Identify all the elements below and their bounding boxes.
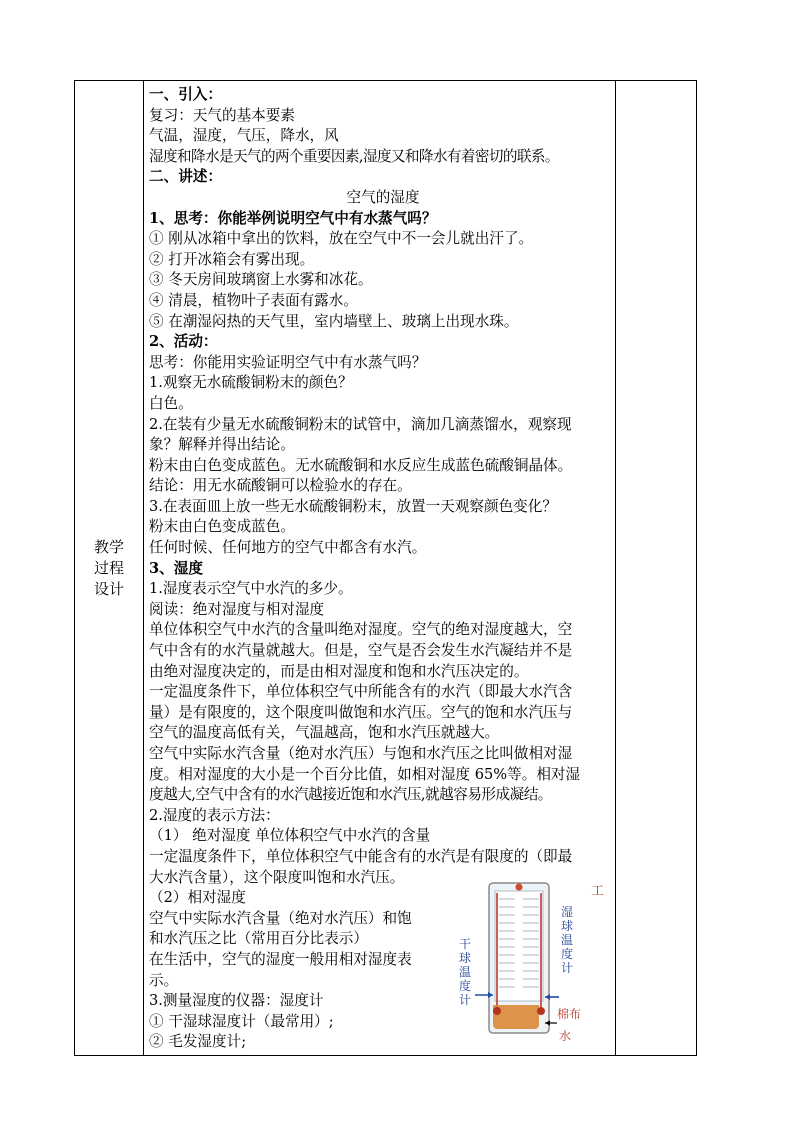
text-line: 量）是有限度的，这个限度叫做饱和水汽压。空气的饱和水汽压与 xyxy=(149,703,573,721)
text-line: 1.观察无水硫酸铜粉末的颜色？ xyxy=(149,374,353,392)
text-line: （2）相对湿度 xyxy=(149,889,246,907)
topic-title: 空气的湿度 xyxy=(346,188,420,206)
column-divider xyxy=(143,81,144,1055)
list-item: ④ 清晨，植物叶子表面有露水。 xyxy=(149,291,358,309)
text-line: 粉末由白色变成蓝色。 xyxy=(149,518,295,536)
text-line: 空气中实际水汽含量（绝对水汽压）与饱和水汽压之比叫做相对湿 xyxy=(149,745,573,762)
text-line: 大水汽含量），这个限度叫饱和水汽压。 xyxy=(149,868,405,886)
text-line: 3.在表面皿上放一些无水硫酸铜粉末，放置一天观察颜色变化？ xyxy=(149,497,557,515)
text-line: 和水汽压之比（常用百分比表示） xyxy=(149,930,368,948)
subsection-heading: 3、湿度 xyxy=(149,559,203,577)
section-heading: 二、讲述： xyxy=(149,168,222,186)
section-heading: 一、引入： xyxy=(149,86,222,103)
text-line: 一定温度条件下，单位体积空气中能含有的水汽是有限度的（即最 xyxy=(149,847,573,865)
text-line: 2.湿度的表示方法： xyxy=(149,806,280,824)
hygrometer-figure xyxy=(455,877,605,1047)
text-line: 空气中实际水汽含量（绝对水汽压）和饱 xyxy=(149,909,412,927)
lesson-table xyxy=(74,80,697,1056)
list-item: ③ 冬天房间玻璃窗上水雾和冰花。 xyxy=(149,271,373,289)
list-item: ① 干湿球湿度计（最常用）; xyxy=(149,1012,334,1030)
text-line: 3.测量湿度的仪器：湿度计 xyxy=(149,992,324,1010)
text-line: 结论：用无水硫酸铜可以检验水的存在。 xyxy=(149,477,412,495)
text-line: 1.湿度表示空气中水汽的多少。 xyxy=(149,580,353,598)
cotton-cloth-label: 棉布 xyxy=(557,1007,582,1021)
list-item: ② 打开冰箱会有雾出现。 xyxy=(149,250,315,268)
text-line: 在生活中，空气的湿度一般用相对湿度表 xyxy=(149,950,412,968)
dry-bulb-label: 干球温度计 xyxy=(459,937,472,1007)
text-line: 复习：天气的基本要素 xyxy=(149,106,295,124)
text-line: 单位体积空气中水汽的含量叫绝对湿度。空气的绝对湿度越大，空 xyxy=(149,621,573,639)
text-line: 湿度和降水是天气的两个重要因素,湿度又和降水有着密切的联系。 xyxy=(149,147,559,165)
corner-mark: 工 xyxy=(591,884,605,899)
list-item: ⑤ 在潮湿闷热的天气里，室内墙壁上、玻璃上出现水珠。 xyxy=(149,312,519,330)
text-line: （1） 绝对湿度 单位体积空气中水汽的含量 xyxy=(149,827,431,845)
list-item: ② 毛发湿度计; xyxy=(149,1033,247,1051)
text-line: 象？解释并得出结论。 xyxy=(149,436,295,454)
text-line: 气温，湿度，气压，降水，风 xyxy=(149,127,339,145)
wet-bulb-label: 湿球温度计 xyxy=(561,905,574,975)
text-line: 白色。 xyxy=(149,394,193,412)
text-line: 度越大,空气中含有的水汽越接近饱和水汽压,就越容易形成凝结。 xyxy=(149,786,552,804)
text-line: 任何时候、任何地方的空气中都含有水汽。 xyxy=(149,539,427,557)
text-line: 一定温度条件下，单位体积空气中所能含有的水汽（即最大水汽含 xyxy=(149,683,573,701)
text-line: 粉末由白色变成蓝色。无水硫酸铜和水反应生成蓝色硫酸铜晶体。 xyxy=(149,456,573,474)
text-line: 思考：你能用实验证明空气中有水蒸气吗？ xyxy=(149,353,427,371)
list-item: ① 刚从冰箱中拿出的饮料，放在空气中不一会儿就出汗了。 xyxy=(149,230,534,248)
text-line: 2.在装有少量无水硫酸铜粉末的试管中，滴加几滴蒸馏水，观察现 xyxy=(149,415,572,433)
water-label: 水 xyxy=(559,1029,572,1043)
side-label-cell xyxy=(75,81,143,1055)
text-line: 阅读：绝对湿度与相对湿度 xyxy=(149,600,325,618)
text-line: 空气的温度高低有关，气温越高，饱和水汽压就越大。 xyxy=(149,724,500,742)
text-line: 度。相对湿度的大小是一个百分比值，如相对湿度 65%等。相对湿 xyxy=(149,765,581,783)
text-line: 由绝对湿度决定的，而是由相对湿度和饱和水汽压决定的。 xyxy=(149,662,529,680)
side-label: 教学过程设计 xyxy=(94,537,125,598)
subsection-heading: 1、思考：你能举例说明空气中有水蒸气吗？ xyxy=(149,209,437,227)
text-line: 示。 xyxy=(149,971,179,989)
subsection-heading: 2、活动： xyxy=(149,333,218,351)
hygrometer-drawing xyxy=(455,877,605,1047)
text-line: 气中含有的水汽量就越大。但是，空气是否会发生水汽凝结并不是 xyxy=(149,642,573,660)
